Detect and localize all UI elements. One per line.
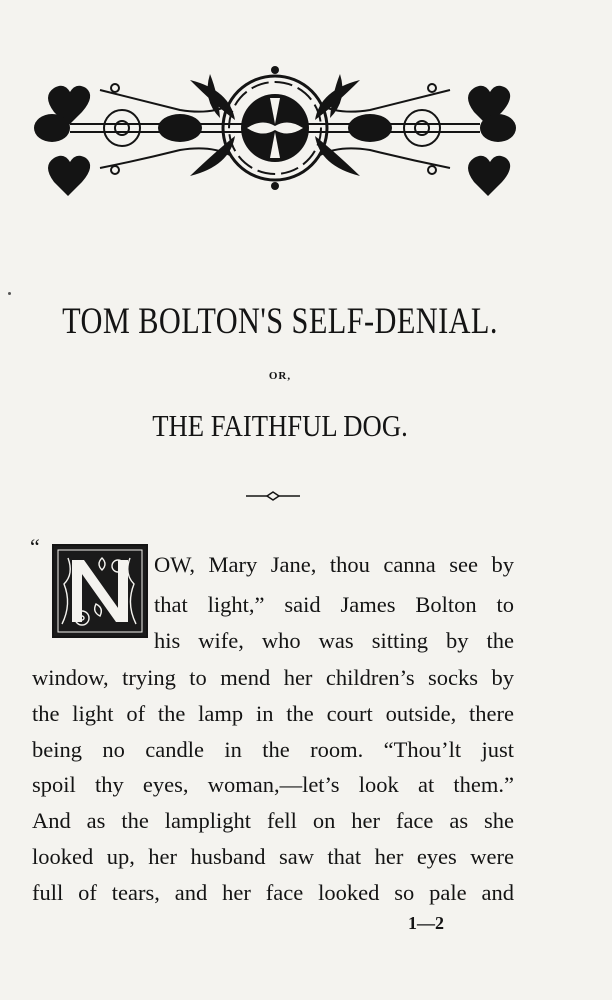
ornamental-headpiece [30,60,520,200]
signature-mark: 1—2 [408,913,444,933]
body-line: being no candle in the room. “Thou’lt just [32,737,514,762]
chapter-subtitle: THE FAITHFUL DOG. [152,408,408,443]
body-line: that light,” said James Bolton to [154,592,514,617]
divider-ornament [244,490,302,502]
body-line: his wife, who was sitting by the [154,628,514,653]
body-line: full of tears, and her face looked so pale and [32,880,514,905]
body-line: looked up, her husband saw that her eyes were [32,844,514,869]
body-line: spoil thy eyes, woman,—let’s look at them.” [32,772,514,797]
paper-speck [8,292,11,295]
opening-quote-mark: “ [30,534,40,559]
or-label: OR, [268,370,292,382]
body-line: window, trying to mend her children’s socks by [32,665,514,690]
body-line: And as the lamplight fell on her face as she [32,808,514,833]
body-line: OW, Mary Jane, thou canna see by [154,552,514,577]
body-line: the light of the lamp in the court outside, there [32,701,514,726]
drop-cap-n [52,544,148,638]
chapter-title: TOM BOLTON'S SELF-DENIAL. [62,301,498,342]
